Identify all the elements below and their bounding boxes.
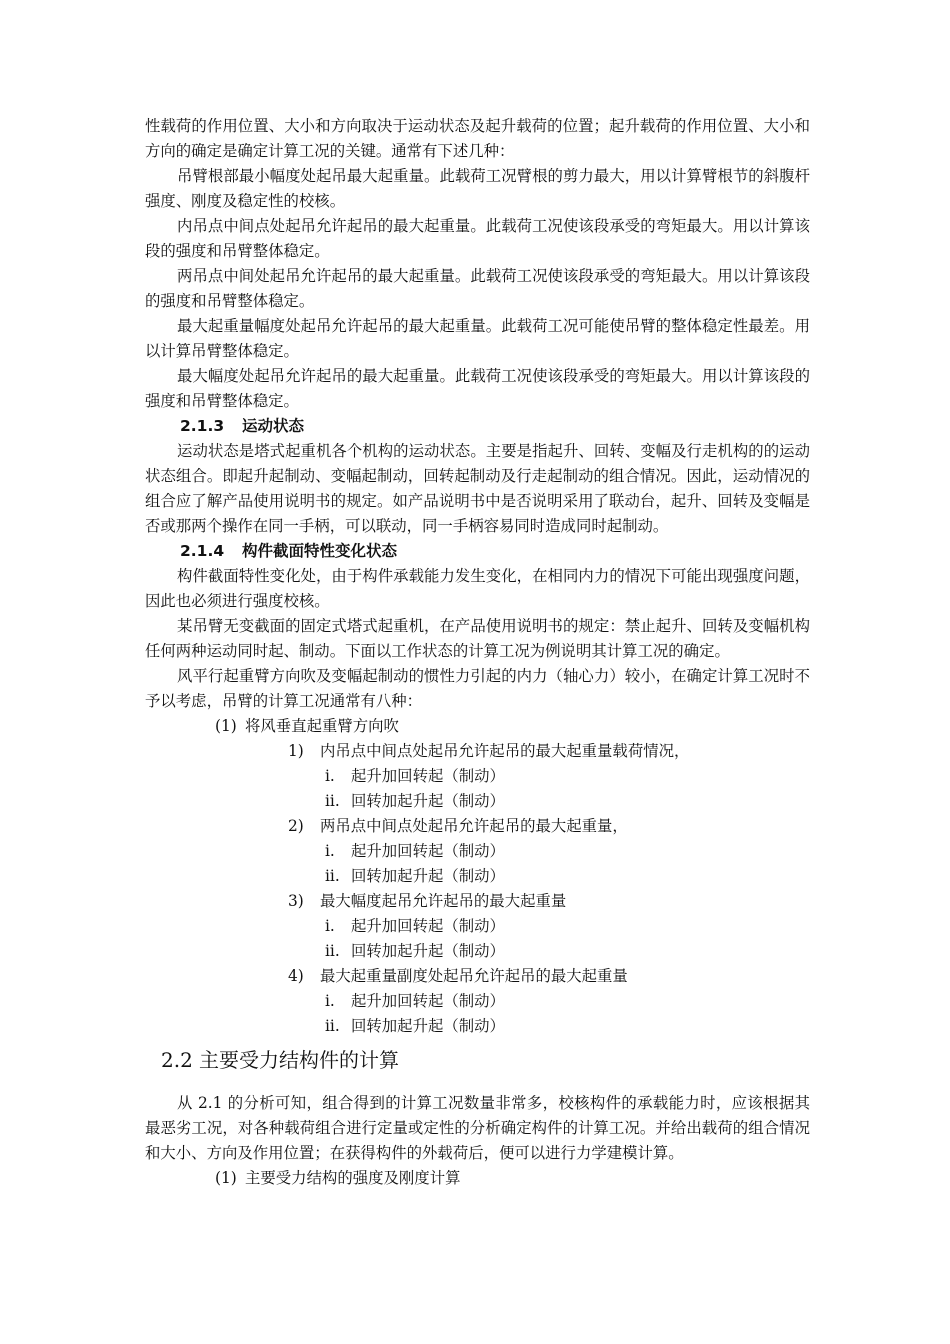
list-text: 最大起重量副度处起吊允许起吊的最大起重量 [320, 967, 628, 985]
list-item [145, 714, 810, 739]
list-marker: i. [325, 992, 335, 1010]
heading-number: 2.2 [161, 1048, 193, 1072]
list-text: 两吊点中间点处起吊允许起吊的最大起重量， [320, 817, 628, 835]
list-item [145, 889, 810, 914]
list-text: 主要受力结构的强度及刚度计算 [245, 1169, 461, 1187]
list-text: 将风垂直起重臂方向吹 [245, 717, 399, 735]
paragraph-load-position: 性载荷的作用位置、大小和方向取决于运动状态及起升载荷的位置；起升载荷的作用位置、大小和方向的确定是确定计算工况的关键。通常有下述几种： [145, 117, 810, 160]
list-text: 最大幅度起吊允许起吊的最大起重量 [320, 892, 567, 910]
paragraph-motion-state: 运动状态是塔式起重机各个机构的运动状态。主要是指起升、回转、变幅及行走机构的的运动状态组合。即起升起制动、变幅起制动，回转起制动及行走起制动的组合情况。因此，运动情况的组合应了解产品使用说明书的规定。如产品说明书中是否说明采用了联动台，起升、回转及变幅是否或那两个操作在同一手柄，可以联动，同一手柄容易同时造成同时起制动。 [145, 442, 810, 535]
heading-2-1-3 [145, 414, 810, 439]
document-body [145, 114, 810, 1191]
list-text: 内吊点中间点处起吊允许起吊的最大起重量载荷情况， [320, 742, 690, 760]
list-text: 起升加回转起（制动） [351, 767, 505, 785]
list-item [145, 914, 810, 939]
paragraph-case-root: 吊臂根部最小幅度处起吊最大起重量。此载荷工况臂根的剪力最大，用以计算臂根节的斜腹杆强度、刚度及稳定性的校核。 [145, 167, 810, 210]
list-marker: 4) [288, 967, 304, 985]
heading-title: 运动状态 [242, 417, 305, 435]
list-item [145, 739, 810, 764]
list-marker: 1) [288, 742, 304, 760]
list-marker: ii. [325, 942, 340, 960]
list-text: 回转加起升起（制动） [351, 1017, 505, 1035]
list-marker: i. [325, 917, 335, 935]
list-text: 回转加起升起（制动） [351, 792, 505, 810]
list-item [145, 989, 810, 1014]
paragraph-case-max-load-range: 最大起重量幅度处起吊允许起吊的最大起重量。此载荷工况可能使吊臂的整体稳定性最差。用以计算吊臂整体稳定。 [145, 317, 810, 360]
list-item [145, 864, 810, 889]
paragraph-main-structure: 从 2.1 的分析可知，组合得到的计算工况数量非常多，校核构件的承载能力时，应该根据其最恶劣工况，对各种载荷组合进行定量或定性的分析确定构件的计算工况。并给出载荷的组合情况和大小、方向及作用位置；在获得构件的外载荷后，便可以进行力学建模计算。 [145, 1094, 810, 1162]
list-marker: (1) [215, 1169, 237, 1187]
heading-title: 主要受力结构件的计算 [199, 1048, 399, 1072]
list-marker: i. [325, 842, 335, 860]
list-marker: ii. [325, 1017, 340, 1035]
list-text: 回转加起升起（制动） [351, 942, 505, 960]
list-item [145, 764, 810, 789]
list-text: 起升加回转起（制动） [351, 917, 505, 935]
paragraph-case-inner-point: 内吊点中间点处起吊允许起吊的最大起重量。此载荷工况使该段承受的弯矩最大。用以计算该段的强度和吊臂整体稳定。 [145, 217, 810, 260]
list-marker: ii. [325, 867, 340, 885]
list-marker: i. [325, 767, 335, 785]
list-item [145, 1014, 810, 1039]
list-marker: ii. [325, 792, 340, 810]
heading-number: 2.1.4 [180, 542, 225, 560]
list-item [145, 939, 810, 964]
heading-2-1-4 [145, 539, 810, 564]
list-marker: 2) [288, 817, 304, 835]
list-text: 起升加回转起（制动） [351, 992, 505, 1010]
heading-2-2 [145, 1043, 810, 1077]
list-item [145, 1166, 810, 1191]
paragraph-case-two-points: 两吊点中间处起吊允许起吊的最大起重量。此载荷工况使该段承受的弯矩最大。用以计算该段的强度和吊臂整体稳定。 [145, 267, 810, 310]
paragraph-example-crane: 某吊臂无变截面的固定式塔式起重机，在产品使用说明书的规定：禁止起升、回转及变幅机构任何两种运动同时起、制动。下面以工作状态的计算工况为例说明其计算工况的确定。 [145, 617, 810, 660]
list-text: 起升加回转起（制动） [351, 842, 505, 860]
list-marker: (1) [215, 717, 237, 735]
paragraph-case-max-range: 最大幅度处起吊允许起吊的最大起重量。此载荷工况使该段承受的弯矩最大。用以计算该段的强度和吊臂整体稳定。 [145, 367, 810, 410]
list-text: 回转加起升起（制动） [351, 867, 505, 885]
list-item [145, 789, 810, 814]
paragraph-wind-cases: 风平行起重臂方向吹及变幅起制动的惯性力引起的内力（轴心力）较小，在确定计算工况时不予以考虑，吊臂的计算工况通常有八种： [145, 667, 810, 710]
heading-title: 构件截面特性变化状态 [242, 542, 398, 560]
list-item [145, 964, 810, 989]
list-item [145, 814, 810, 839]
paragraph-section-change: 构件截面特性变化处，由于构件承载能力发生变化，在相同内力的情况下可能出现强度问题，因此也必须进行强度校核。 [145, 567, 810, 610]
list-item [145, 839, 810, 864]
heading-number: 2.1.3 [180, 417, 225, 435]
list-marker: 3) [288, 892, 304, 910]
